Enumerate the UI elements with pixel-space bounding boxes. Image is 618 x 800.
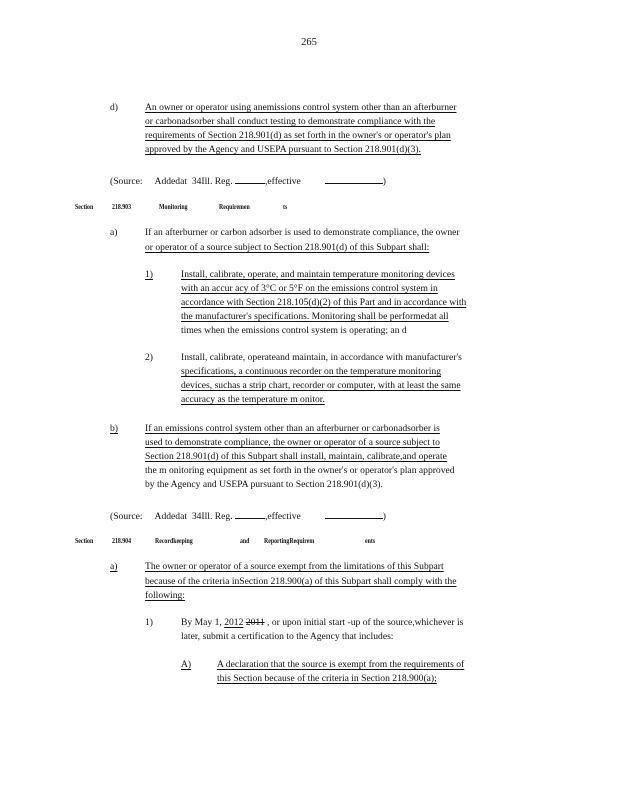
item-903-b-line-1: If an emissions control system other than an afterburner or carbonadsorber is	[145, 423, 440, 434]
item-903-a1-line-4: the manufacturer's specifications. Monitoring shall be performedat all	[181, 311, 449, 322]
item-904-a1-line-2: later, submit a certification to the Agency that includes:	[181, 631, 394, 642]
item-904-a1A-line-2: this Section because of the criteria in Section 218.900(a);	[217, 673, 437, 684]
section-903-title-3: ts	[283, 202, 288, 211]
item-904-a1A-label: A)	[181, 659, 192, 670]
item-d-line-3: requirements of Section 218.901(d) as set forth in the owner's or operator's plan	[145, 130, 451, 141]
item-903-b-line-5: by the Agency and USEPA pursuant to Section 218.901(d)(3).	[145, 479, 383, 490]
source-note-1: (Source: Addedat 34Ill. Reg. ,effective )	[110, 176, 386, 187]
item-903-a2-label: 2)	[145, 352, 153, 363]
item-d-label: d)	[110, 102, 118, 113]
item-d-line-1: An owner or operator using anemissions control system other than an afterburner	[145, 102, 457, 113]
item-903-b-line-4: the m onitoring equipment as set forth in the owner's or operator's plan approved	[145, 465, 455, 476]
section-904-number: 218.904	[112, 536, 132, 545]
section-904-title-2: and	[240, 536, 250, 545]
item-903-a2-line-4: accuracy as the temperature m onitor.	[181, 394, 325, 405]
item-904-a-label: a)	[110, 561, 118, 572]
item-903-a-label: a)	[110, 227, 118, 238]
item-903-a-line-1: If an afterburner or carbon adsorber is used to demonstrate compliance, the owner	[145, 227, 460, 238]
item-903-a-line-2: or operator of a source subject to Section 218.901(d) of this Subpart shall:	[145, 242, 430, 253]
item-903-a2-line-3: devices, suchas a strip chart, recorder or computer, with at least the same	[181, 380, 461, 391]
item-903-a2-line-1: Install, calibrate, operateand maintain, in accordance with manufacturer's	[181, 352, 462, 363]
section-903-label: Section	[75, 202, 94, 211]
section-903-title-2: Requiremen	[219, 202, 250, 211]
page-number: 265	[301, 37, 317, 48]
section-903-title-1: Monitoring	[159, 202, 188, 211]
item-903-b-label: b)	[110, 423, 118, 434]
item-903-a1-line-3: accordance with Section 218.105(d)(2) of this Part and in accordance with	[181, 297, 467, 308]
item-903-b-line-3: Section 218.901(d) of this Subpart shall install, maintain, calibrate,and operate	[145, 451, 447, 462]
item-904-a-line-2: because of the criteria inSection 218.900(a) of this Subpart shall comply with the	[145, 576, 457, 587]
section-904-title-3: ReportingRequirem	[264, 536, 315, 545]
item-903-a2-line-2: specifications, a continuous recorder on the temperature monitoring	[181, 366, 442, 377]
section-903-number: 218.903	[112, 202, 132, 211]
section-904-title-1: Recordkeeping	[155, 536, 193, 545]
source-note-2: (Source: Addedat 34Ill. Reg. ,effective )	[110, 511, 386, 522]
item-d-line-4: approved by the Agency and USEPA pursuant to Section 218.901(d)(3).	[145, 144, 421, 155]
item-904-a1-label: 1)	[145, 617, 153, 628]
item-903-a1-line-1: Install, calibrate, operate, and maintain temperature monitoring devices	[181, 269, 455, 280]
section-904-label: Section	[75, 536, 94, 545]
item-903-a1-label: 1)	[145, 269, 153, 280]
item-904-a-line-1: The owner or operator of a source exempt from the limitations of this Subpart	[145, 561, 444, 572]
item-903-a1-line-5: times when the emissions control system is operating; an d	[181, 325, 407, 336]
item-904-a-line-3: following:	[145, 590, 185, 601]
item-d-line-2: or carbonadsorber shall conduct testing to demonstrate compliance with the	[145, 116, 436, 127]
section-904-title-4: ents	[365, 536, 376, 545]
item-903-a1-line-2: with an accur acy of 3°C or 5°F on the emissions control system in	[181, 283, 438, 294]
item-904-a1A-line-1: A declaration that the source is exempt from the requirements of	[217, 659, 465, 670]
item-903-b-line-2: used to demonstrate compliance, the owner or operator of a source subject to	[145, 437, 440, 448]
item-904-a1-line-1: By May 1, 2012 2011 , or upon initial start -up of the source,whichever is	[181, 617, 464, 628]
